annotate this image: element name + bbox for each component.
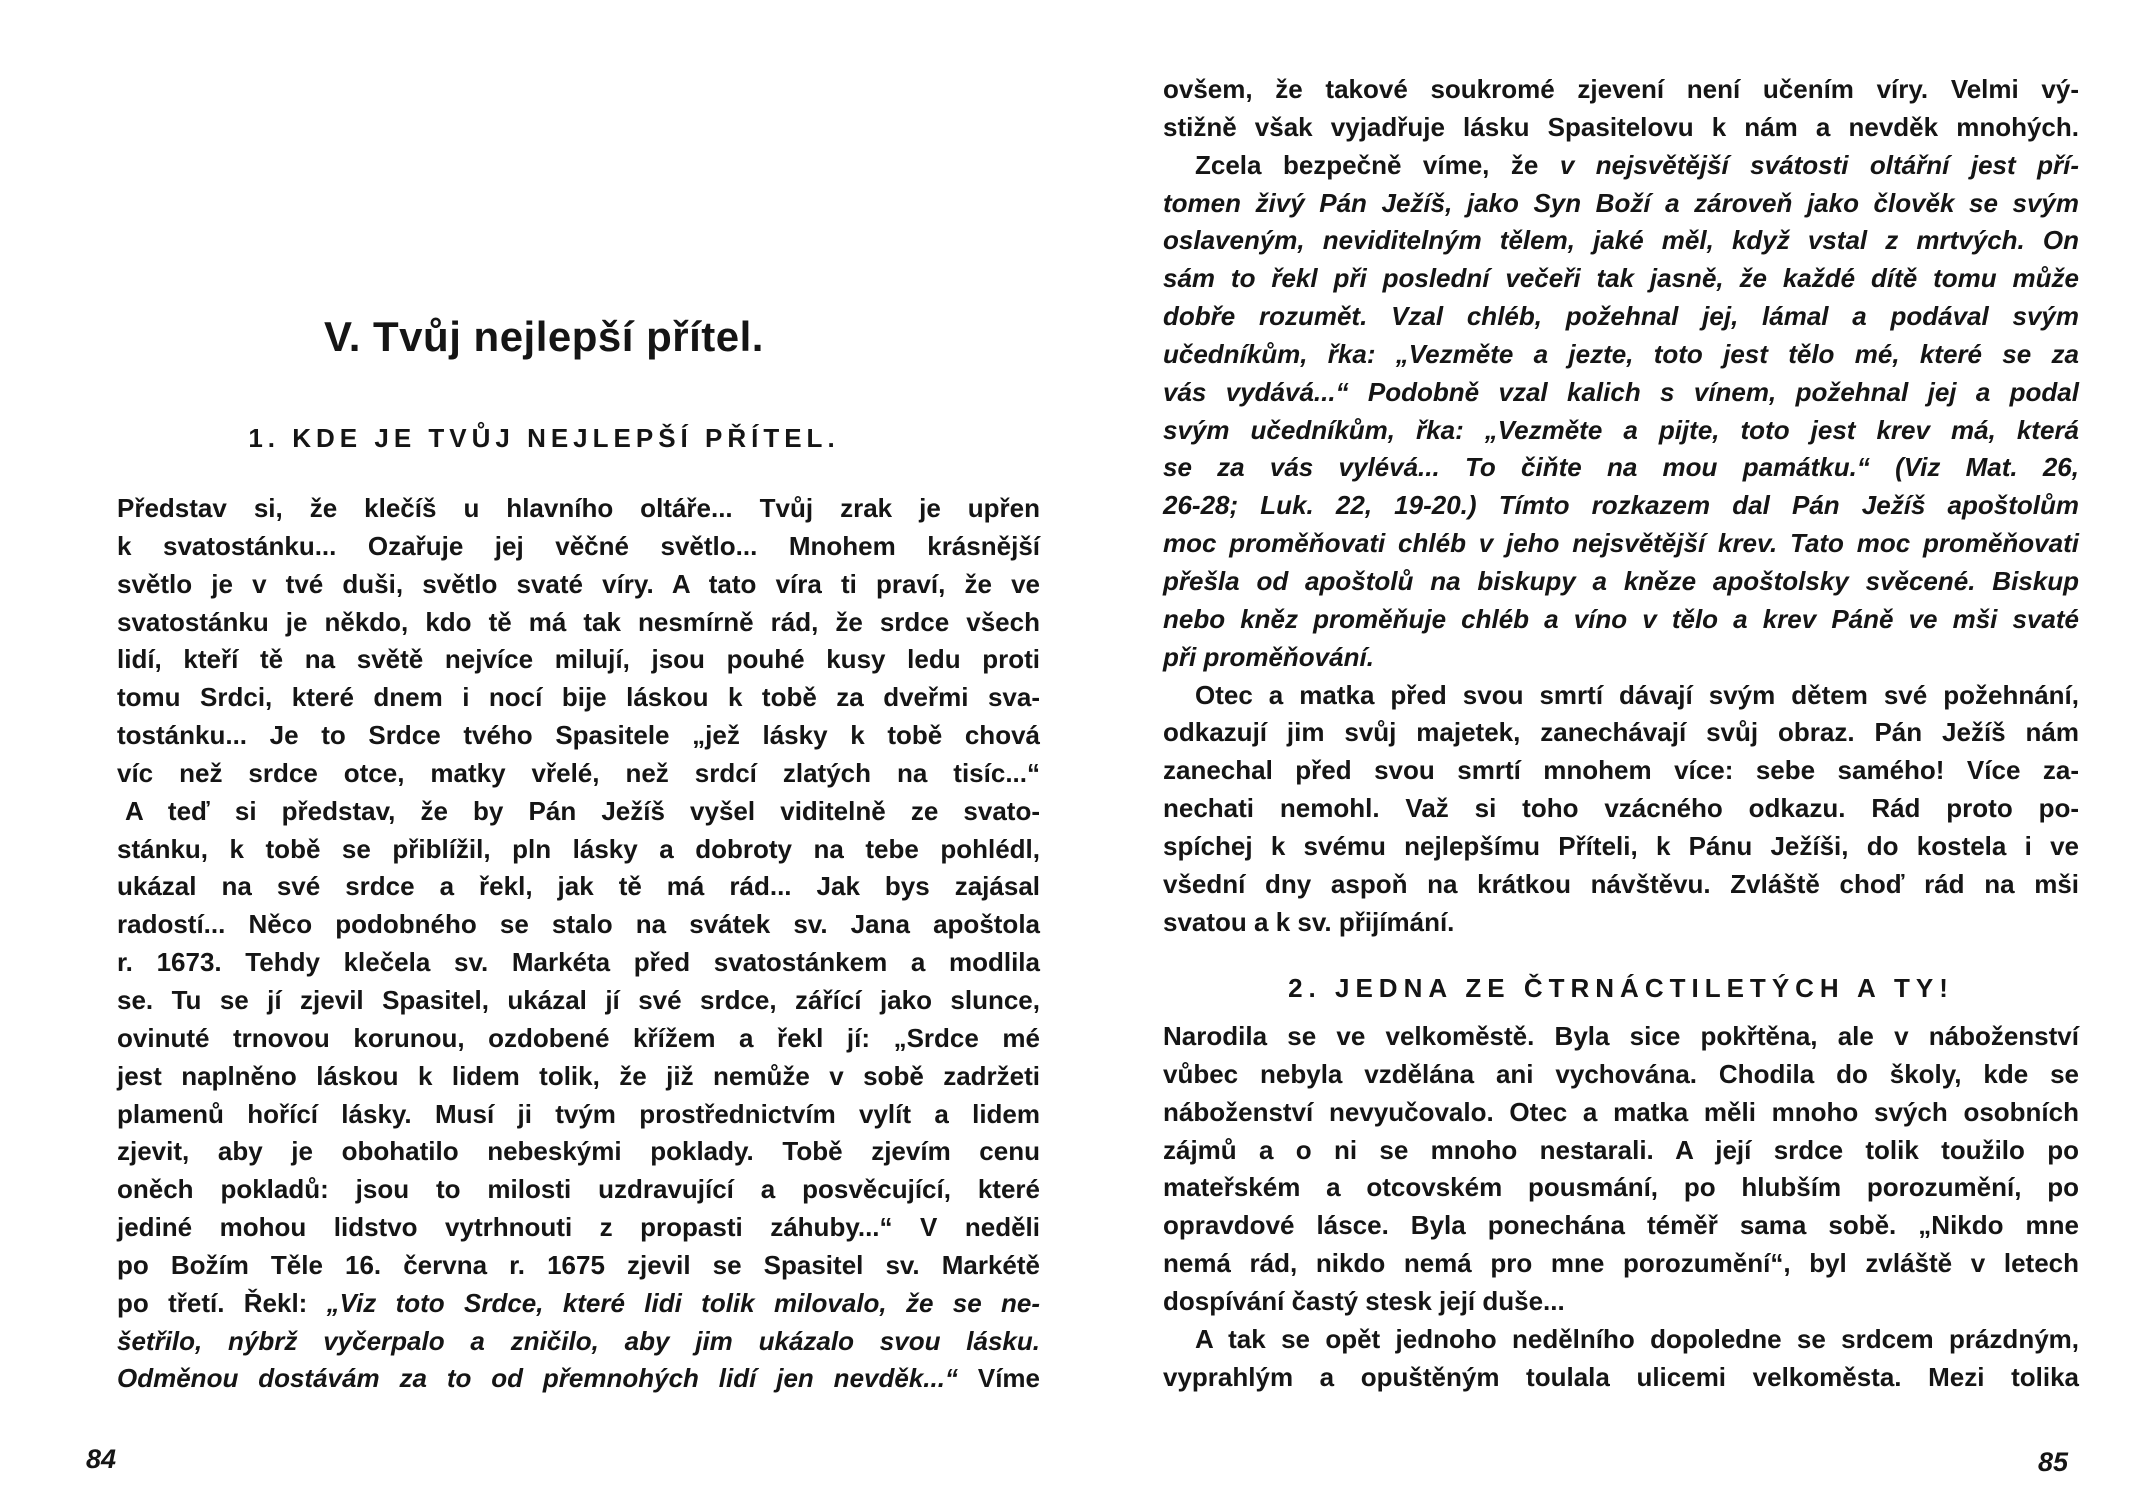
text-line: opravdové lásce. Byla ponechána téměř sama sobě. „Nikdo mne: [1163, 1210, 2079, 1241]
text-line: vůbec nebyla vzdělána ani vychována. Chodila do školy, kde se: [1163, 1058, 2079, 1089]
text-line: A teď si představ, že by Pán Ježíš vyšel viditelně ze svato-: [125, 795, 1040, 826]
italic-text-line: přešla od apoštolů na biskupy a kněze apoštolsky svěcené. Biskup: [1163, 565, 2079, 596]
italic-text-line: dobře rozumět. Vzal chléb, požehnal jej, lámal a podával svým: [1163, 301, 2079, 332]
text-line: tomu Srdci, které dnem i nocí bije láskou k tobě za dveřmi sva-: [117, 682, 1040, 713]
italic-text-line: 26-28; Luk. 22, 19-20.) Tímto rozkazem dal Pán Ježíš apoštolům: [1163, 490, 2079, 521]
page-number: 84: [86, 1444, 117, 1474]
italic-text-line: svým učedníkům, řka: „Vezměte a pijte, toto jest krev má, která: [1163, 414, 2079, 445]
italic-text-line: nebo kněz proměňuje chléb a víno v tělo a krev Páně ve mši svaté: [1163, 603, 2079, 634]
text-line: A tak se opět jednoho nedělního dopoledne se srdcem prázdným,: [1195, 1323, 2079, 1354]
text-line: ovšem, že takové soukromé zjevení není učením víry. Velmi vý-: [1163, 74, 2079, 104]
text-line: mateřském a otcovském pousmání, po hlubším porozumění, po: [1163, 1172, 2079, 1203]
italic-text-segment: Odměnou dostávám za to od přemnohých lidí jen nevděk...“: [117, 1363, 958, 1394]
italic-text-line: se za vás vylévá... To čiňte na mou památku.“ (Viz Mat. 26,: [1163, 452, 2079, 483]
italic-text-line: oslaveným, neviditelným tělem, jaké měl, když vstal z mrtvých. On: [1163, 225, 2079, 256]
text-line: zanechal před svou smrtí mnohem více: sebe samého! Více za-: [1163, 755, 2079, 786]
text-line: spíchej k svému nejlepšímu Příteli, k Pánu Ježíši, do kostela i ve: [1163, 830, 2079, 861]
text-line: nechati nemohl. Važ si toho vzácného odkazu. Rád proto po-: [1163, 793, 2079, 824]
section-heading: 2. JEDNA ZE ČTRNÁCTILETÝCH A TY!: [1288, 973, 1954, 1003]
italic-text-line: sám to řekl při poslední večeři tak jasně, že každé dítě tomu může: [1163, 263, 2079, 294]
text-line: stánku, k tobě se přiblížil, pln lásky a dobroty na tebe pohlédl,: [117, 833, 1040, 864]
italic-text-segment: v nejsvětější svátosti oltářní jest pří-: [1559, 149, 2079, 180]
right-page-body-bottom: [1163, 1018, 2079, 1396]
left-page-body: [117, 490, 1040, 1398]
text-line: náboženství nevyučovalo. Otec a matka měli mnoho svých osobních: [1163, 1096, 2079, 1127]
text-line: r. 1673. Tehdy klečela sv. Markéta před svatostánkem a modlila: [117, 947, 1040, 978]
italic-text-line: tomen živý Pán Ježíš, jako Syn Boží a zároveň jako člověk se svým: [1163, 187, 2079, 218]
text-segment: po třetí. Řekl:: [117, 1287, 327, 1318]
text-line: po Božím Těle 16. června r. 1675 zjevil se Spasitel sv. Markétě: [117, 1249, 1040, 1280]
text-line: ovinuté trnovou korunou, ozdobené křížem a řekl jí: „Srdce mé: [117, 1022, 1040, 1053]
right-page: [1071, 0, 2142, 1500]
text-line: svatou a k sv. přijímání.: [1163, 906, 1455, 937]
text-line: nemá rád, nikdo nemá pro mne porozumění“, byl zvláště v letech: [1163, 1248, 2079, 1279]
text-line: [117, 1285, 1040, 1323]
text-line: lidí, kteří tě na světě nejvíce milují, jsou pouhé kusy ledu proti: [117, 644, 1040, 675]
text-segment: Zcela bezpečně víme, že: [1195, 149, 1560, 180]
text-line: jediné mohou lidstvo vytrhnouti z propasti záhuby...“ V neděli: [117, 1212, 1040, 1243]
section-heading: 1. KDE JE TVŮJ NEJLEPŠÍ PŘÍTEL.: [248, 423, 840, 453]
italic-text-line: učedníkům, řka: „Vezměte a jezte, toto jest tělo mé, které se za: [1163, 338, 2079, 369]
text-line: ukázal na své srdce a řekl, jak tě má rád... Jak bys zajásal: [117, 871, 1040, 902]
page-number: 85: [2038, 1447, 2069, 1477]
text-line: víc než srdce otce, matky vřelé, než srdcí zlatých na tisíc...“: [117, 757, 1040, 788]
text-line: k svatostánku... Ozařuje jej věčné světlo... Mnohem krásnější: [117, 530, 1040, 561]
italic-text-line: vás vydává...“ Podobně vzal kalich s vínem, požehnal jej a podal: [1163, 376, 2079, 407]
italic-text-line: šetřilo, nýbrž vyčerpalo a zničilo, aby jim ukázalo svou lásku.: [117, 1325, 1040, 1356]
text-line: oněch pokladů: jsou to milosti uzdravující a posvěcující, které: [117, 1174, 1040, 1205]
text-line: plamenů hořící lásky. Musí ji tvým prostřednictvím vylít a lidem: [117, 1098, 1040, 1129]
italic-text-line: moc proměňovati chléb v jeho nejsvětější krev. Tato moc proměňovati: [1163, 528, 2079, 559]
text-line: jest naplněno láskou k lidem tolik, že již nemůže v sobě zadržeti: [117, 1060, 1040, 1091]
text-line: zájmů a o ni se mnoho nestarali. A její srdce tolik toužilo po: [1163, 1134, 2079, 1165]
text-line: se. Tu se jí zjevil Spasitel, ukázal jí své srdce, zářící jako slunce,: [117, 984, 1040, 1015]
text-line: zjevit, aby je obohatilo nebeskými poklady. Tobě zjevím cenu: [117, 1136, 1040, 1167]
text-line: Otec a matka před svou smrtí dávají svým dětem své požehnání,: [1195, 679, 2079, 710]
chapter-title: V. Tvůj nejlepší přítel.: [324, 313, 764, 360]
right-page-body-top: [1163, 71, 2079, 941]
italic-text-segment: „Viz toto Srdce, které lidi tolik milovalo, že se ne-: [326, 1287, 1040, 1318]
text-line: všední dny aspoň na krátkou návštěvu. Zvláště choď rád na mši: [1163, 868, 2079, 899]
text-line: vyprahlým a opuštěným toulala ulicemi velkoměsta. Mezi tolika: [1163, 1361, 2079, 1392]
text-line: [1163, 147, 2079, 185]
text-line: Narodila se ve velkoměstě. Byla sice pokřtěna, ale v náboženství: [1163, 1021, 2079, 1051]
text-segment: Víme: [957, 1363, 1040, 1394]
text-line: dospívání častý stesk její duše...: [1163, 1285, 1565, 1316]
text-line: [117, 1360, 1040, 1398]
text-line: odkazují jim svůj majetek, zanechávají svůj obraz. Pán Ježíš nám: [1163, 717, 2079, 748]
italic-text-line: při proměňování.: [1163, 641, 1374, 672]
text-line: stižně však vyjadřuje lásku Spasitelovu k nám a nevděk mnohých.: [1163, 111, 2079, 142]
text-line: tostánku... Je to Srdce tvého Spasitele „jež lásky k tobě chová: [117, 720, 1040, 751]
text-line: svatostánku je někdo, kdo tě má tak nesmírně rád, že srdce všech: [117, 606, 1040, 637]
text-line: radostí... Něco podobného se stalo na svátek sv. Jana apoštola: [117, 909, 1040, 940]
text-line: Představ si, že klečíš u hlavního oltáře... Tvůj zrak je upřen: [117, 493, 1040, 523]
text-line: světlo je v tvé duši, světlo svaté víry. A tato víra ti praví, že ve: [117, 568, 1040, 599]
